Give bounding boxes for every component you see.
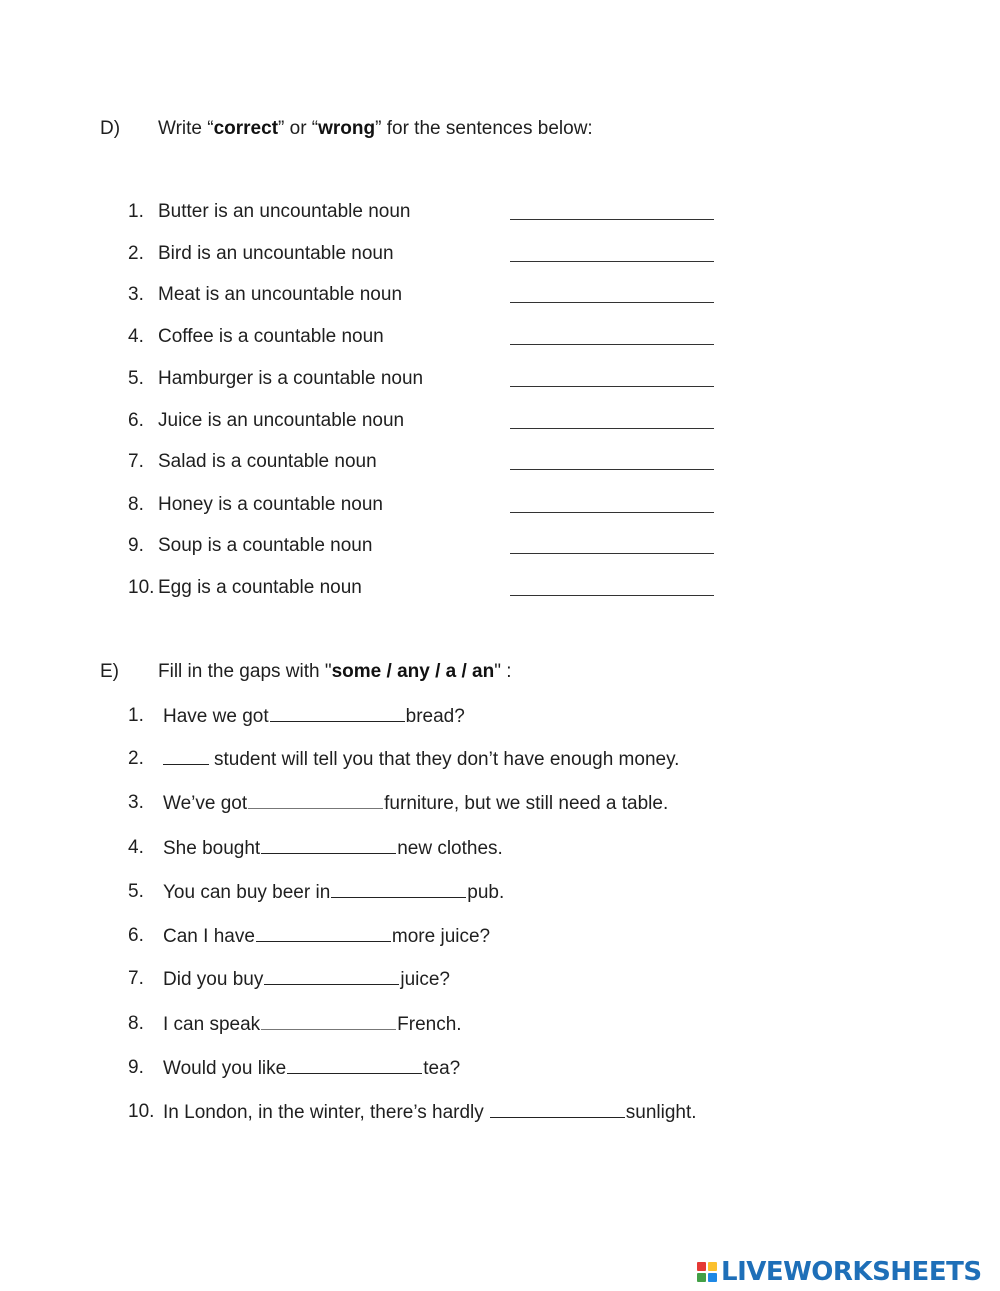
statement-text: Honey is a countable noun (158, 494, 383, 515)
sentence-before-gap: We’ve got (163, 793, 248, 814)
section-e-bold-options: some / any / a / an (331, 661, 495, 682)
liveworksheets-logo (697, 1258, 982, 1286)
logo-block-blue (708, 1273, 717, 1282)
answer-blank[interactable] (510, 219, 714, 220)
statement-text: Butter is an uncountable noun (158, 201, 411, 222)
gap-blank[interactable] (287, 1055, 422, 1074)
sentence-before-gap: Did you buy (163, 969, 264, 990)
sentence-after-gap: more juice? (391, 926, 491, 947)
section-d-bold-correct: correct (213, 118, 279, 139)
sentence-after-gap: pub. (467, 882, 505, 903)
sentence-after-gap: juice? (400, 969, 450, 990)
statement-text: Hamburger is a countable noun (158, 368, 424, 389)
sentence-after-gap: furniture, but we still need a table. (384, 793, 669, 814)
item-number: 8. (128, 494, 144, 515)
item-number: 2. (128, 748, 144, 769)
answer-blank[interactable] (510, 512, 714, 513)
sentence-after-gap: bread? (405, 706, 465, 727)
section-d-intro-1: Write “ (158, 118, 214, 139)
answer-blank[interactable] (510, 428, 714, 429)
section-d-intro-3: ” for the sentences below: (375, 118, 593, 139)
answer-blank[interactable] (510, 553, 714, 554)
item-number: 6. (128, 925, 144, 946)
sentence-before-gap: Would you like (163, 1058, 287, 1079)
sentence-before-gap: You can buy beer in (163, 882, 331, 903)
section-d-bold-wrong: wrong (318, 118, 376, 139)
answer-blank[interactable] (510, 344, 714, 345)
logo-text: LIVEWORKSHEETS (721, 1257, 982, 1287)
section-d-heading (100, 117, 593, 141)
section-e-letter: E) (100, 661, 119, 682)
item-number: 5. (128, 368, 144, 389)
logo-blocks-icon (697, 1262, 717, 1282)
section-e-intro-2: " : (494, 661, 512, 682)
gap-blank[interactable] (264, 966, 399, 985)
logo-block-yellow (708, 1262, 717, 1271)
sentence-before-gap: In London, in the winter, there’s hardly (163, 1102, 484, 1123)
item-number: 3. (128, 792, 144, 813)
item-number: 4. (128, 326, 144, 347)
item-number: 7. (128, 968, 144, 989)
answer-blank[interactable] (510, 386, 714, 387)
answer-blank[interactable] (510, 469, 714, 470)
item-number: 10. (128, 577, 155, 598)
statement-text: Coffee is a countable noun (158, 326, 384, 347)
item-number: 5. (128, 881, 144, 902)
answer-blank[interactable] (510, 595, 714, 596)
item-number: 7. (128, 451, 144, 472)
item-number: 9. (128, 535, 144, 556)
sentence-after-gap: sunlight. (625, 1102, 697, 1123)
item-number: 6. (128, 410, 144, 431)
item-number: 9. (128, 1057, 144, 1078)
sentence-before-gap: Have we got (163, 706, 269, 727)
item-number: 3. (128, 284, 144, 305)
sentence-after-gap: French. (397, 1014, 462, 1035)
statement-text: Bird is an uncountable noun (158, 243, 394, 264)
answer-blank[interactable] (510, 261, 714, 262)
gap-blank[interactable] (163, 746, 209, 765)
sentence-after-gap: tea? (423, 1058, 461, 1079)
statement-text: Salad is a countable noun (158, 451, 377, 472)
section-e-heading (100, 660, 512, 684)
sentence-after-gap: new clothes. (397, 838, 503, 859)
statement-text: Egg is a countable noun (158, 577, 362, 598)
gap-blank[interactable] (490, 1099, 625, 1118)
statement-text: Soup is a countable noun (158, 535, 373, 556)
gap-blank[interactable] (270, 703, 405, 722)
item-number: 2. (128, 243, 144, 264)
gap-blank[interactable] (261, 1011, 396, 1030)
item-number: 8. (128, 1013, 144, 1034)
gap-blank[interactable] (331, 879, 466, 898)
statement-text: Meat is an uncountable noun (158, 284, 403, 305)
sentence-before-gap: Can I have (163, 926, 255, 947)
sentence-after-gap: student will tell you that they don’t have enough money. (214, 749, 680, 770)
answer-blank[interactable] (510, 302, 714, 303)
logo-block-red (697, 1262, 706, 1271)
item-number: 4. (128, 837, 144, 858)
section-d-intro-2: ” or “ (278, 118, 319, 139)
gap-blank[interactable] (248, 790, 383, 809)
item-number: 10. (128, 1101, 155, 1122)
sentence-before-gap: She bought (163, 838, 261, 859)
logo-block-green (697, 1273, 706, 1282)
section-d-letter: D) (100, 118, 121, 139)
item-number: 1. (128, 705, 144, 726)
gap-blank[interactable] (261, 835, 396, 854)
sentence-before-gap: I can speak (163, 1014, 261, 1035)
gap-blank[interactable] (256, 923, 391, 942)
section-e-intro-1: Fill in the gaps with " (158, 661, 332, 682)
item-number: 1. (128, 201, 144, 222)
statement-text: Juice is an uncountable noun (158, 410, 405, 431)
